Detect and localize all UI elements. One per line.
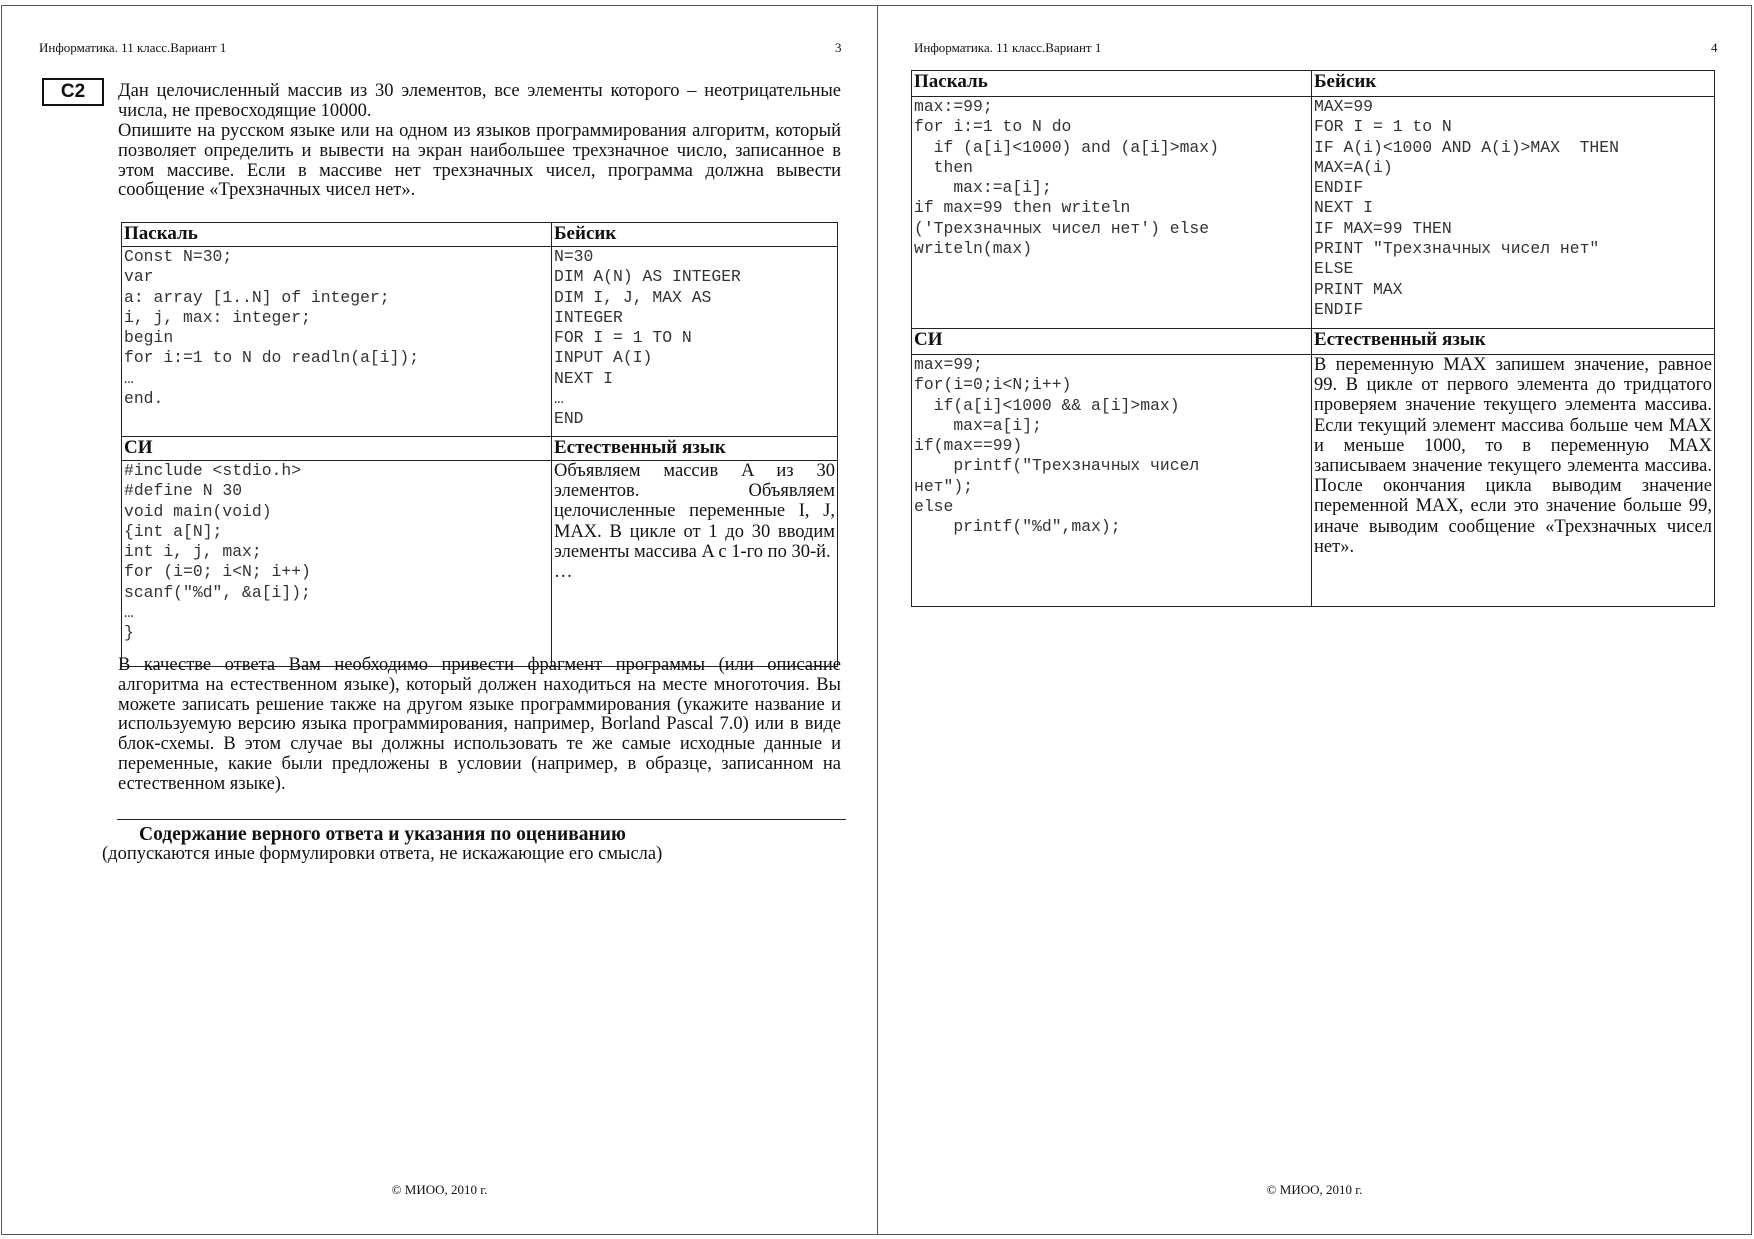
basic-header: Бейсик [552,223,838,247]
page-header: Информатика. 11 класс.Вариант 1 [39,40,227,55]
page-number: 4 [1711,40,1718,55]
page-left [1,5,878,1235]
basic-solution: MAX=99 FOR I = 1 to N IF A(i)<1000 AND A(i)>MAX THEN MAX=A(i) ENDIF NEXT I IF MAX=99 THEN PRINT "Трехзначных чисел нет" ELSE PRINT MAX ENDIF [1314,97,1619,319]
pascal-solution: max:=99; for i:=1 to N do if (a[i]<1000) and (a[i]>max) then max:=a[i]; if max=99 then writeln ('Трехзначных чисел нет') else writeln(max) [914,97,1219,259]
basic-code: N=30 DIM A(N) AS INTEGER DIM I, J, MAX AS INTEGER FOR I = 1 TO N INPUT A(I) NEXT I … END [554,247,741,429]
page-header: Информатика. 11 класс.Вариант 1 [914,40,1102,55]
answer-subheading: (допускаются иные формулировки ответа, не искажающие его смысла) [102,844,663,864]
natural-header: Естественный язык [552,437,838,461]
task-intro-1: Дан целочисленный массив из 30 элементов, все элементы которого – неотрицательные числа, не превосходящие 10000. [118,81,841,121]
divider-line [117,819,846,820]
answer-table [911,70,1715,607]
c-code: #include <stdio.h> #define N 30 void main(void) {int a[N]; int i, j, max; for (i=0; i<N; i++) scanf("%d", &a[i]); … } [124,461,311,643]
basic-header: Бейсик [1312,71,1715,97]
page-footer: © МИОО, 2010 г. [1266,1182,1363,1197]
natural-header: Естественный язык [1312,329,1715,355]
pascal-header: Паскаль [122,223,552,247]
c-header: СИ [912,329,1312,355]
answer-instructions: В качестве ответа Вам необходимо привести фрагмент программы (или описание алгоритма на естественном языке), который должен находиться на месте многоточия. Вы можете записать решение также на другом языке программирования (укажите название и используемую версию языка программирования, например, Borland Pascal 7.0) или в виде блок-схемы. В этом случае вы должны использовать те же самые исходные данные и переменные, какие были предложены в условии (например, в образце, записанном на естественном языке). [118,655,841,794]
natural-description: Объявляем массив A из 30 элементов. Объявляем целочисленные переменные I, J, MAX. В цикле от 1 до 30 вводим элементы массива A с 1-го по 30-й. [554,461,835,562]
page-number: 3 [835,40,842,55]
page-spread [0,5,1754,1237]
natural-solution: В переменную MAX запишем значение, равное 99. В цикле от первого элемента до тридцатого проверяем значение текущего элемента массива. Если текущий элемент массива больше чем MAX и меньше 1000, то в переменную MAX записываем значение текущего элемента массива. После окончания цикла выводим значение переменной MAX, если это значение больше 99, иначе выводим сообщение «Трехзначных чисел нет». [1314,355,1712,557]
task-intro-2: Опишите на русском языке или на одном из языков программирования алгоритм, который позволяет определить и вывести на экран наибольшее трехзначное число, записанное в этом массиве. Если в массиве нет трехзначных чисел, программа должна вывести сообщение «Трехзначных чисел нет». [118,121,841,201]
c-solution: max=99; for(i=0;i<N;i++) if(a[i]<1000 && a[i]>max) max=a[i]; if(max==99) printf("Трехзначных чисел нет"); else printf("%d",max); [914,355,1200,537]
page-right [877,5,1752,1235]
pascal-header: Паскаль [912,71,1312,97]
pascal-code: Const N=30; var a: array [1..N] of integer; i, j, max: integer; begin for i:=1 to N do readln(a[i]); … end. [124,247,420,409]
task-label: С2 [42,78,104,106]
answer-heading: Содержание верного ответа и указания по оцениванию [139,824,626,845]
page-footer: © МИОО, 2010 г. [391,1182,488,1197]
code-table [121,222,838,667]
natural-ellipsis: … [554,562,573,583]
c-header: СИ [122,437,552,461]
